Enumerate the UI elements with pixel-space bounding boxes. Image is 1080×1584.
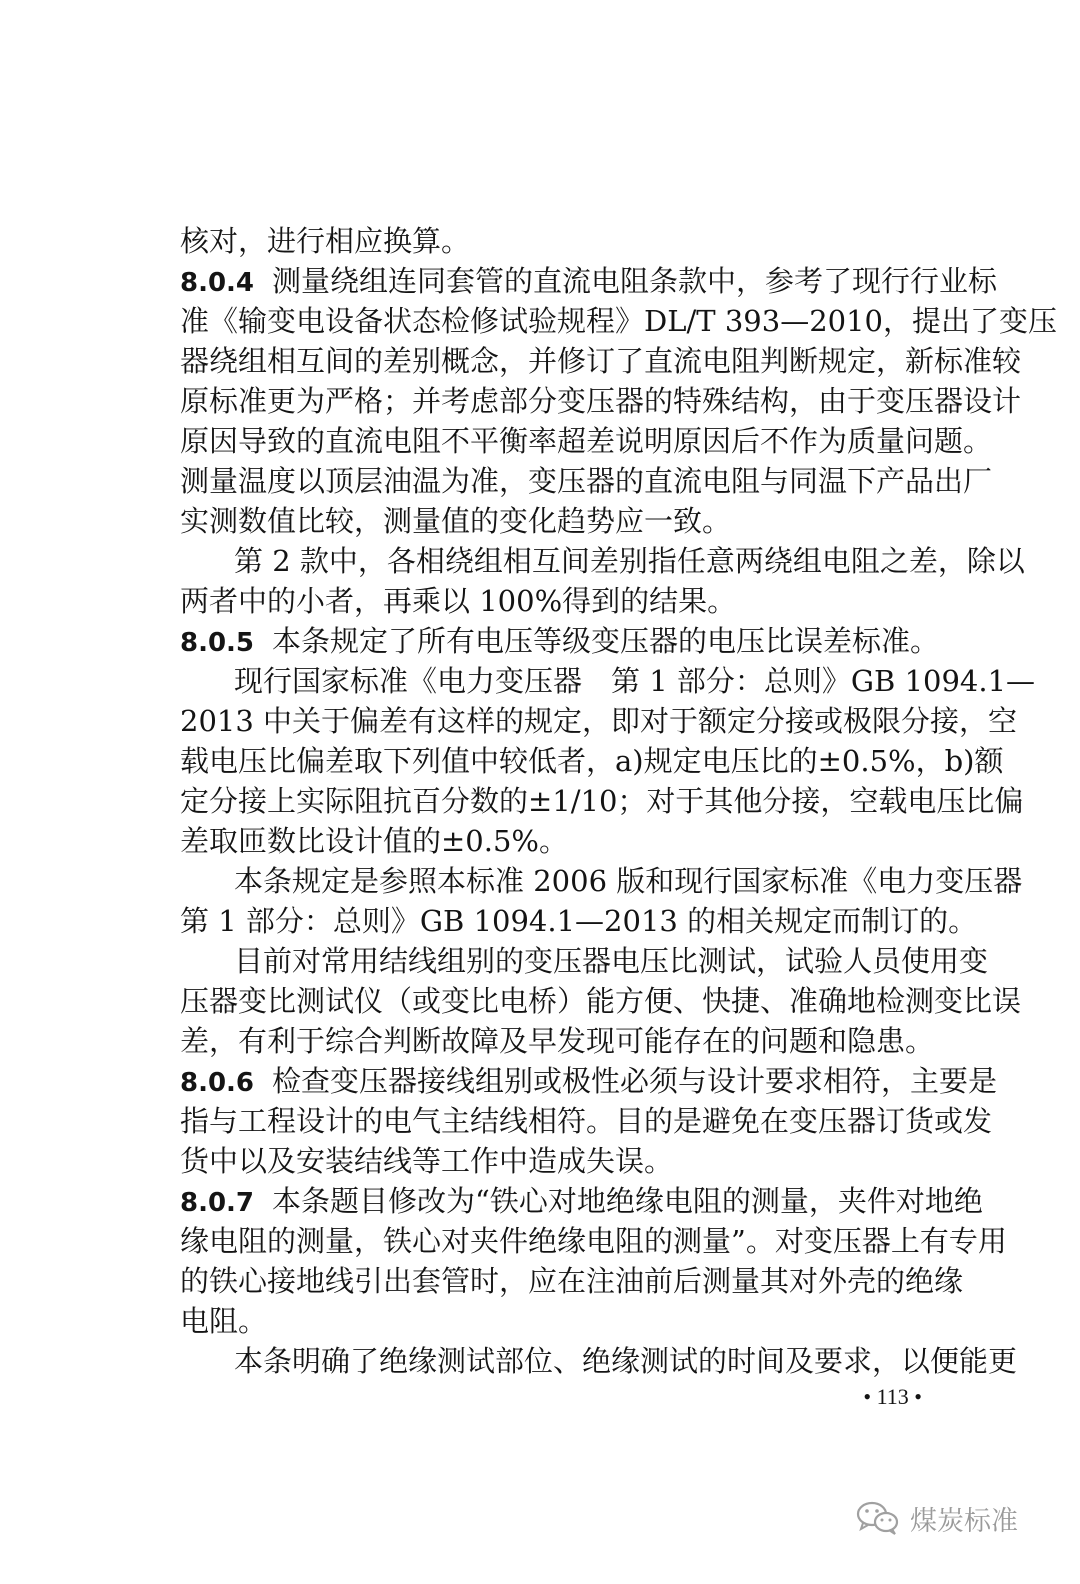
text-line — [180, 781, 1024, 821]
line-text: 现行国家标准《电力变压器 第 1 部分：总则》GB 1094.1— — [234, 664, 1036, 698]
text-line — [234, 661, 1036, 701]
text-line — [180, 981, 1022, 1021]
line-text: 的铁心接地线引出套管时，应在注油前后测量其对外壳的绝缘 — [180, 1264, 964, 1298]
text-line — [234, 941, 989, 981]
text-line — [180, 381, 1022, 421]
line-text: 本条规定了所有电压等级变压器的电压比误差标准。 — [272, 624, 940, 658]
wechat-icon — [856, 1500, 900, 1536]
text-line — [180, 821, 922, 861]
line-text: 差，有利于综合判断故障及早发现可能存在的问题和隐患。 — [180, 1024, 935, 1058]
line-text: 第 2 款中，各相绕组相互间差别指任意两绕组电阻之差，除以 — [234, 544, 1025, 578]
line-text: 指与工程设计的电气主结线相符。目的是避免在变压器订货或发 — [180, 1104, 993, 1138]
text-line — [180, 581, 922, 621]
watermark-text: 煤炭标准 — [910, 1505, 1018, 1537]
line-text: 器绕组相互间的差别概念，并修订了直流电阻判断规定，新标准较 — [180, 344, 1022, 378]
page-number: • 113 • — [863, 1384, 922, 1409]
text-line — [180, 1301, 922, 1341]
line-text: 货中以及安装结线等工作中造成失误。 — [180, 1144, 674, 1178]
line-text: 定分接上实际阻抗百分数的±1/10；对于其他分接，空载电压比偏 — [180, 784, 1024, 818]
text-line — [234, 861, 1023, 901]
clause-line — [180, 1181, 983, 1221]
text-line — [180, 221, 922, 261]
text-line — [180, 341, 1022, 381]
text-line — [180, 421, 993, 461]
watermark — [856, 1495, 1018, 1541]
text-line — [234, 1341, 1018, 1381]
line-text: 第 1 部分：总则》GB 1094.1—2013 的相关规定而制订的。 — [180, 904, 978, 938]
text-line — [180, 1101, 993, 1141]
text-line — [180, 901, 978, 941]
text-line — [180, 461, 993, 501]
line-text: 本条规定是参照本标准 2006 版和现行国家标准《电力变压器 — [234, 864, 1023, 898]
line-text: 核对，进行相应换算。 — [180, 224, 471, 258]
line-text: 两者中的小者，再乘以 100%得到的结果。 — [180, 584, 737, 618]
clause-number: 8.0.7 — [180, 1188, 255, 1218]
text-line — [180, 501, 922, 541]
line-text: 压器变比测试仪（或变比电桥）能方便、快捷、准确地检测变比误 — [180, 984, 1022, 1018]
clause-line — [180, 1061, 998, 1101]
line-text: 载电压比偏差取下列值中较低者，a)规定电压比的±0.5%，b)额 — [180, 744, 1004, 778]
line-text: 本条明确了绝缘测试部位、绝缘测试的时间及要求，以便能更 — [234, 1344, 1018, 1378]
text-line — [180, 741, 1004, 781]
line-text: 电阻。 — [180, 1304, 268, 1338]
clause-line — [180, 261, 998, 301]
line-text: 缘电阻的测量，铁心对夹件绝缘电阻的测量”。对变压器上有专用 — [180, 1224, 1007, 1258]
text-line — [180, 1021, 935, 1061]
line-text: 2013 中关于偏差有这样的规定，即对于额定分接或极限分接，空 — [180, 704, 1018, 738]
line-text: 目前对常用结线组别的变压器电压比测试，试验人员使用变 — [234, 944, 989, 978]
text-line — [180, 1261, 964, 1301]
line-text: 实测数值比较，测量值的变化趋势应一致。 — [180, 504, 732, 538]
line-text: 原标准更为严格；并考虑部分变压器的特殊结构，由于变压器设计 — [180, 384, 1022, 418]
line-text: 测量温度以顶层油温为准，变压器的直流电阻与同温下产品出厂 — [180, 464, 993, 498]
line-text: 差取匝数比设计值的±0.5%。 — [180, 824, 568, 858]
line-text: 原因导致的直流电阻不平衡率超差说明原因后不作为质量问题。 — [180, 424, 993, 458]
text-line — [180, 1141, 922, 1181]
line-text: 检查变压器接线组别或极性必须与设计要求相符，主要是 — [272, 1064, 998, 1098]
text-line — [234, 541, 1025, 581]
line-text: 准《输变电设备状态检修试验规程》DL/T 393—2010，提出了变压 — [180, 304, 1057, 338]
clause-number: 8.0.4 — [180, 268, 255, 298]
clause-number: 8.0.6 — [180, 1068, 255, 1098]
text-line — [180, 301, 1057, 341]
text-line — [180, 701, 1018, 741]
text-line — [180, 1221, 1007, 1261]
clause-line — [180, 621, 940, 661]
line-text: 测量绕组连同套管的直流电阻条款中，参考了现行行业标 — [272, 264, 998, 298]
line-text: 本条题目修改为“铁心对地绝缘电阻的测量，夹件对地绝 — [272, 1184, 983, 1218]
clause-number: 8.0.5 — [180, 628, 255, 658]
